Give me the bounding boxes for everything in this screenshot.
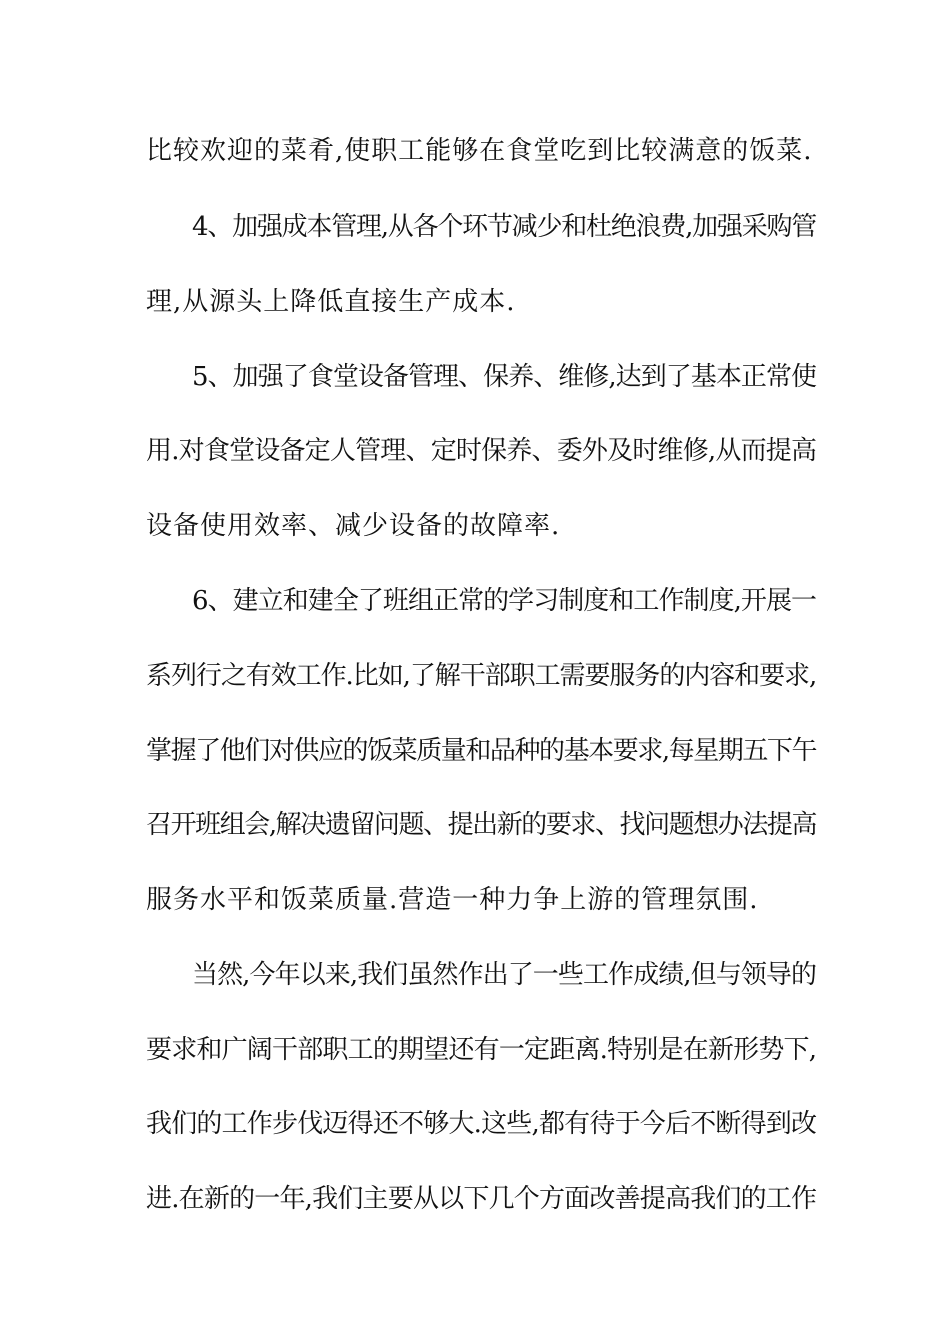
text-line-14: 我们的工作步伐迈得还不够大.这些,都有待于今后不断得到改 [146,1109,816,1139]
text-line-13: 要求和广阔干部职工的期望还有一定距离.特别是在新形势下, [146,1035,816,1065]
text-line-5: 用.对食堂设备定人管理、定时保养、委外及时维修,从而提高 [146,436,816,466]
text-line-9: 掌握了他们对供应的饭菜质量和品种的基本要求,每星期五下午 [146,736,816,766]
text-line-3: 理,从源头上降低直接生产成本. [146,287,516,317]
text-line-2: 4、加强成本管理,从各个环节减少和杜绝浪费,加强采购管 [192,212,816,242]
text-line-6: 设备使用效率、减少设备的故障率. [146,511,561,541]
text-line-15: 进.在新的一年,我们主要从以下几个方面改善提高我们的工作 [146,1184,816,1214]
text-line-11: 服务水平和饭菜质量.营造一种力争上游的管理氛围. [146,885,759,915]
text-line-12: 当然,今年以来,我们虽然作出了一些工作成绩,但与领导的 [192,960,816,990]
text-line-8: 系列行之有效工作.比如,了解干部职工需要服务的内容和要求, [146,661,816,691]
text-line-10: 召开班组会,解决遗留问题、提出新的要求、找问题想办法提高 [146,810,816,840]
text-line-7: 6、建立和建全了班组正常的学习制度和工作制度,开展一 [192,586,816,616]
text-line-4: 5、加强了食堂设备管理、保养、维修,达到了基本正常使 [192,362,816,392]
text-line-1: 比较欢迎的菜肴,使职工能够在食堂吃到比较满意的饭菜. [146,136,813,166]
